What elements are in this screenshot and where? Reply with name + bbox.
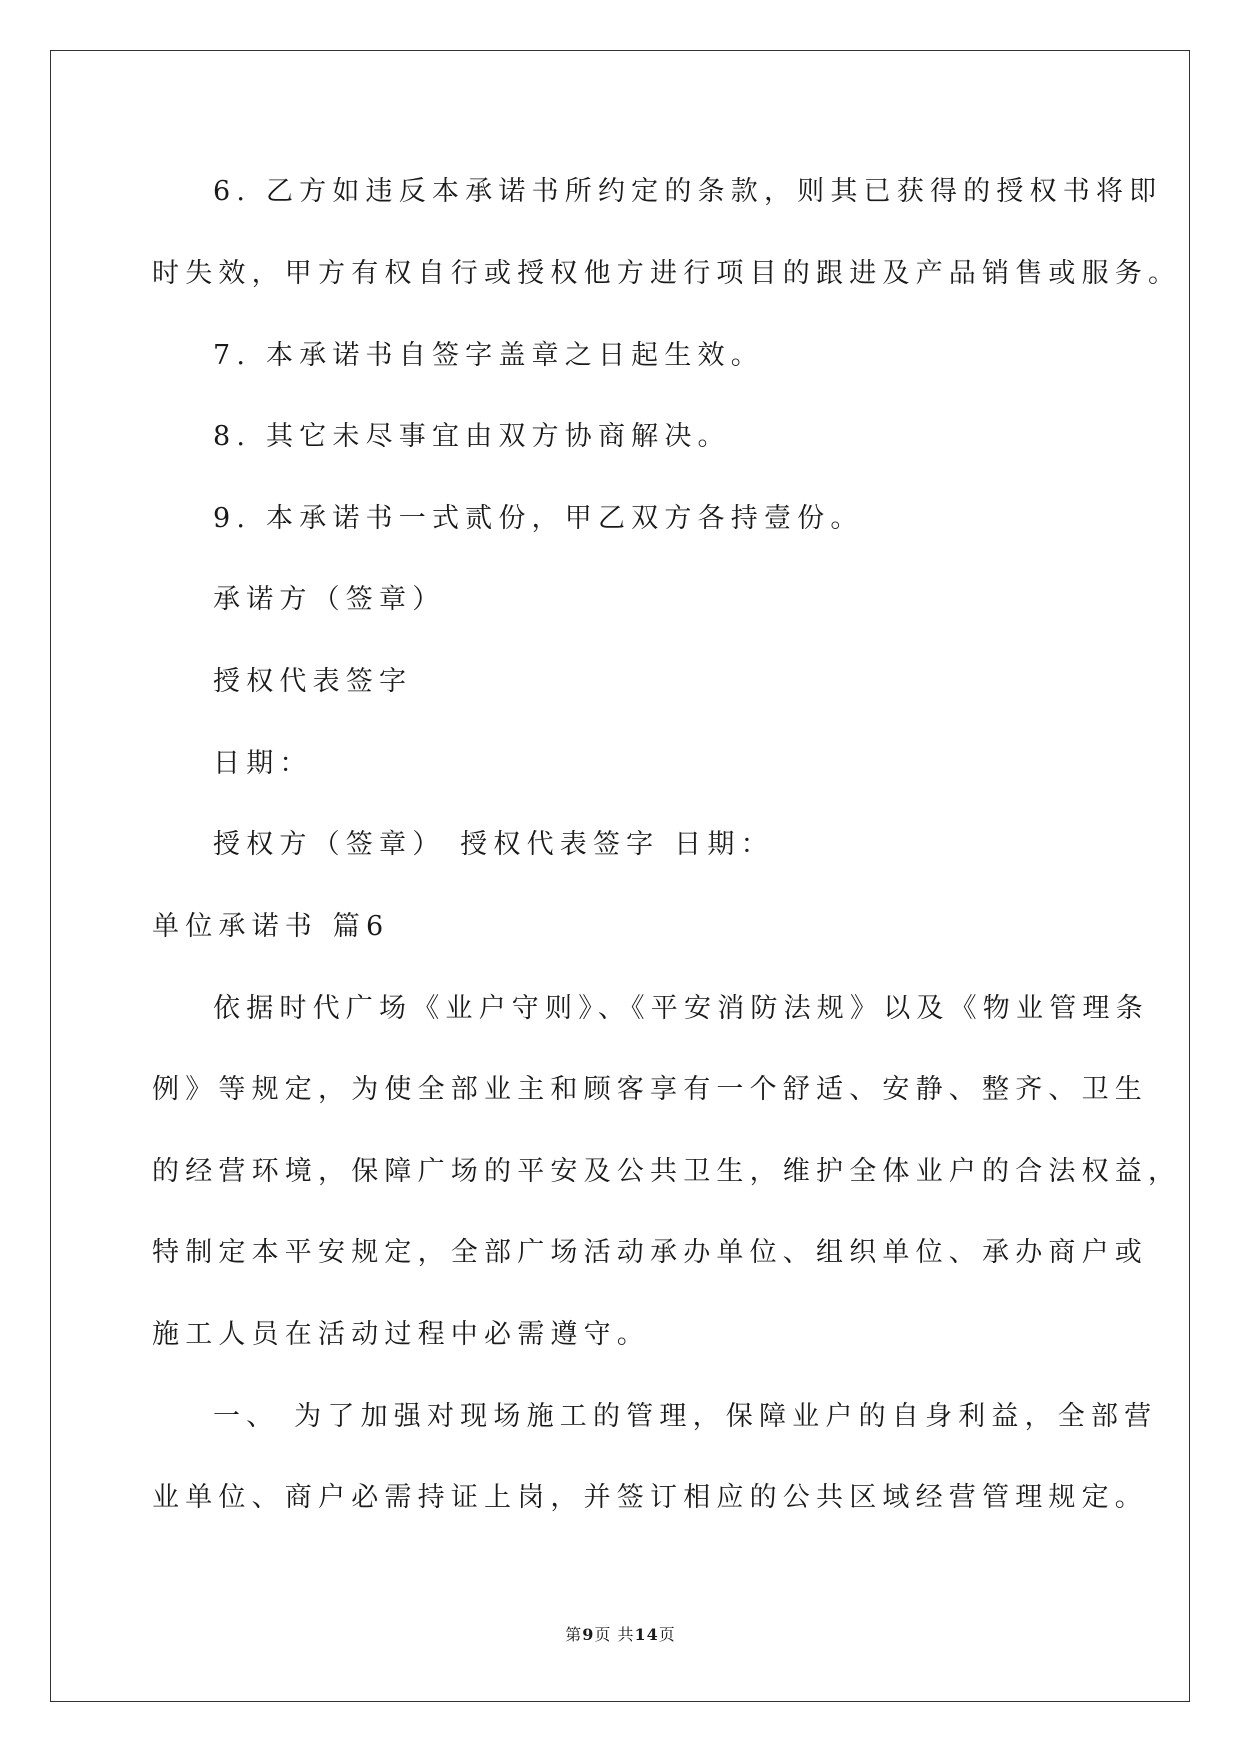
footer-suffix: 页 (658, 1625, 676, 1644)
clause-6-line-1: 6. 乙方如违反本承诺书所约定的条款，则其已获得的授权书将即 (213, 176, 1163, 207)
paragraph-line: 施工人员在活动过程中必需遵守。 (152, 1319, 650, 1350)
clause-6-line-2: 时失效，甲方有权自行或授权他方进行项目的跟进及产品销售或服务。 (152, 258, 1182, 289)
section-heading: 单位承诺书 篇6 (152, 911, 390, 942)
clause-8: 8. 其它未尽事宜由双方协商解决。 (213, 421, 731, 452)
paragraph-line: 依据时代广场《业户守则》、《平安消防法规》以及《物业管理条 (213, 993, 1149, 1024)
footer-prefix: 第 (565, 1625, 583, 1644)
authorizer-signature-line: 授权方（签章） 授权代表签字 日期： (213, 829, 774, 860)
paragraph-line: 特制定本平安规定，全部广场活动承办单位、组织单位、承办商户或 (152, 1237, 1148, 1268)
paragraph-line: 的经营环境，保障广场的平安及公共卫生，维护全体业户的合法权益， (152, 1156, 1182, 1187)
item-1-line-1: 一、 为了加强对现场施工的管理，保障业户的自身利益，全部营 (213, 1401, 1158, 1432)
clause-7: 7. 本承诺书自签字盖章之日起生效。 (213, 340, 764, 371)
page-number-footer (0, 1622, 1241, 1645)
footer-mid: 页 共 (594, 1625, 635, 1644)
date-label: 日期： (213, 748, 313, 779)
promisor-signature-label: 承诺方（签章） (213, 584, 446, 615)
current-page-number: 9 (582, 1625, 595, 1644)
item-1-line-2: 业单位、商户必需持证上岗，并签订相应的公共区域经营管理规定。 (152, 1482, 1148, 1513)
authorized-rep-signature-label: 授权代表签字 (213, 666, 413, 697)
page-border (50, 50, 1190, 1702)
clause-9: 9. 本承诺书一式贰份，甲乙双方各持壹份。 (213, 503, 864, 534)
total-page-count: 14 (634, 1625, 659, 1644)
paragraph-line: 例》等规定，为使全部业主和顾客享有一个舒适、安静、整齐、卫生 (152, 1074, 1148, 1105)
